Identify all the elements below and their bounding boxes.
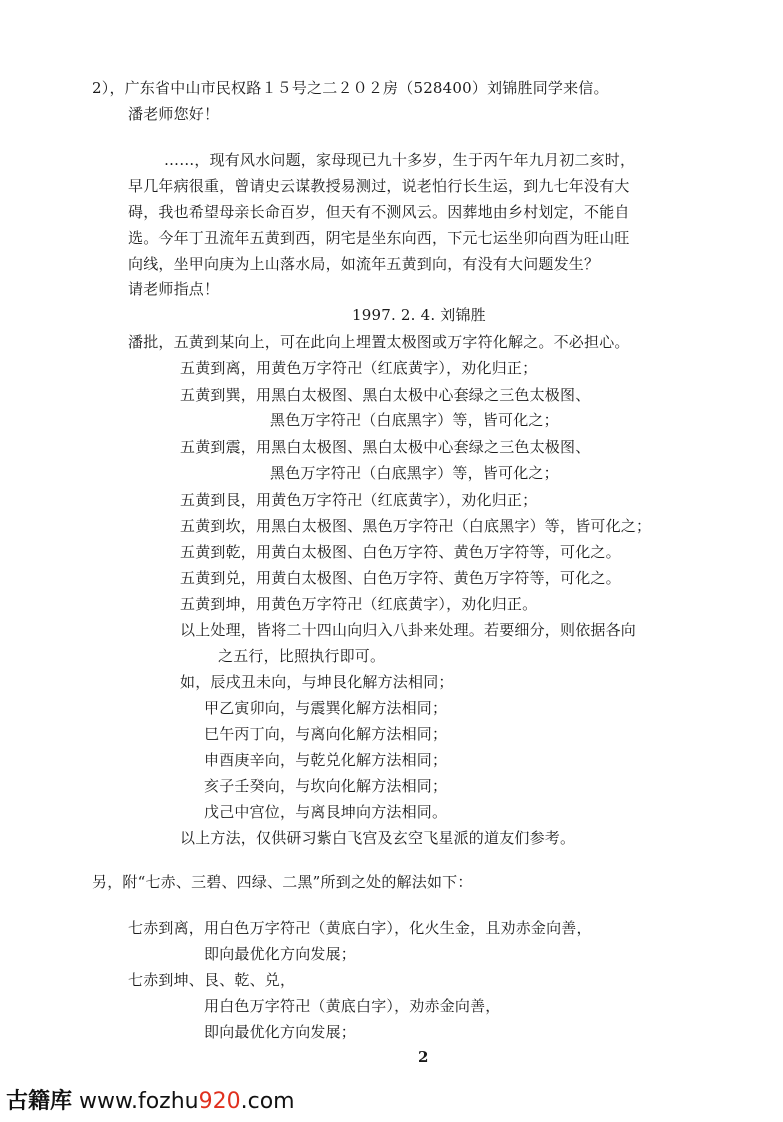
letter-signature: 1997. 2. 4. 刘锦胜 bbox=[352, 306, 486, 324]
watermark-domain-part: www.fozhu bbox=[79, 1089, 199, 1114]
reply-rule-continuation: 黑色万字符卍（白底黑字）等，皆可化之； bbox=[270, 411, 559, 429]
reply-example: 甲乙寅卯向，与震巽化解方法相同； bbox=[204, 699, 448, 717]
reply-rule: 五黄到震，用黑白太极图、黑白太极中心套绿之三色太极图、 bbox=[180, 438, 591, 456]
letter-body-line: 向线，坐甲向庚为上山落水局，如流年五黄到向，有没有大问题发生？ bbox=[128, 255, 600, 273]
appendix-line: 七赤到离，用白色万字符卍（黄底白字），化火生金，且劝赤金向善， bbox=[128, 919, 592, 937]
reply-rule: 五黄到坤，用黄色万字符卍（红底黄字），劝化归正。 bbox=[180, 595, 538, 613]
letter-body-line: 早几年病很重，曾请史云谋教授易测过，说老怕行长生运，到九七年没有大 bbox=[128, 177, 630, 195]
appendix-line: 七赤到坤、艮、乾、兑， bbox=[128, 971, 296, 989]
reply-closing: 以上方法，仅供研习紫白飞宫及玄空飞星派的道友们参考。 bbox=[180, 829, 576, 847]
appendix-line: 即向最优化方向发展； bbox=[204, 945, 357, 963]
reply-rule: 五黄到乾，用黄白太极图、白色万字符、黄色万字符等，可化之。 bbox=[180, 543, 621, 561]
reply-example: 申酉庚辛向，与乾兑化解方法相同； bbox=[204, 751, 448, 769]
letter-body-line: 请老师指点！ bbox=[128, 280, 220, 298]
appendix-line: 即向最优化方向发展； bbox=[204, 1023, 357, 1041]
watermark-site-name: 古籍库 bbox=[6, 1089, 73, 1114]
letter-body-line: 碍，我也希望母亲长命百岁，但天有不测风云。因葬地由乡村划定，不能自 bbox=[128, 203, 630, 221]
letter-greeting: 潘老师您好！ bbox=[128, 105, 220, 123]
reply-rule-continuation: 黑色万字符卍（白底黑字）等，皆可化之； bbox=[270, 464, 559, 482]
watermark-domain-accent: 920 bbox=[198, 1089, 241, 1114]
reply-example: 戊己中宫位，与离艮坤向方法相同。 bbox=[204, 803, 448, 821]
reply-example: 亥子壬癸向，与坎向化解方法相同； bbox=[204, 777, 448, 795]
reply-example: 如，辰戌丑未向，与坤艮化解方法相同； bbox=[180, 673, 454, 691]
reply-rule: 五黄到巽，用黑白太极图、黑白太极中心套绿之三色太极图、 bbox=[180, 386, 591, 404]
reply-example: 巳午丙丁向，与离向化解方法相同； bbox=[204, 725, 448, 743]
appendix-line: 用白色万字符卍（黄底白字），劝赤金向善， bbox=[204, 997, 501, 1015]
watermark bbox=[0, 1082, 300, 1122]
page-number: 2 bbox=[418, 1048, 429, 1066]
reply-intro: 潘批，五黄到某向上，可在此向上埋置太极图或万字符化解之。不必担心。 bbox=[128, 333, 630, 351]
letter-header: 2），广东省中山市民权路１５号之二２０２房（528400）刘锦胜同学来信。 bbox=[92, 79, 609, 97]
reply-rule: 五黄到离，用黄色万字符卍（红底黄字），劝化归正； bbox=[180, 359, 538, 377]
reply-processing: 以上处理，皆将二十四山向归入八卦来处理。若要细分，则依据各向 bbox=[180, 621, 637, 639]
letter-body-line: ……，现有风水问题，家母现已九十多岁，生于丙午年九月初二亥时， bbox=[164, 151, 636, 169]
letter-body-line: 选。今年丁丑流年五黄到西，阴宅是坐东向西，下元七运坐卯向酉为旺山旺 bbox=[128, 229, 630, 247]
reply-rule: 五黄到艮，用黄色万字符卍（红底黄字），劝化归正； bbox=[180, 491, 538, 509]
reply-rule: 五黄到兑，用黄白太极图、白色万字符、黄色万字符等，可化之。 bbox=[180, 569, 621, 587]
reply-rule: 五黄到坎，用黑白太极图、黑色万字符卍（白底黑字）等，皆可化之； bbox=[180, 517, 652, 535]
reply-processing: 之五行，比照执行即可。 bbox=[218, 647, 386, 665]
appendix-intro: 另，附“七赤、三碧、四绿、二黑”所到之处的解法如下： bbox=[92, 873, 473, 891]
watermark-domain-part: .com bbox=[240, 1089, 295, 1114]
